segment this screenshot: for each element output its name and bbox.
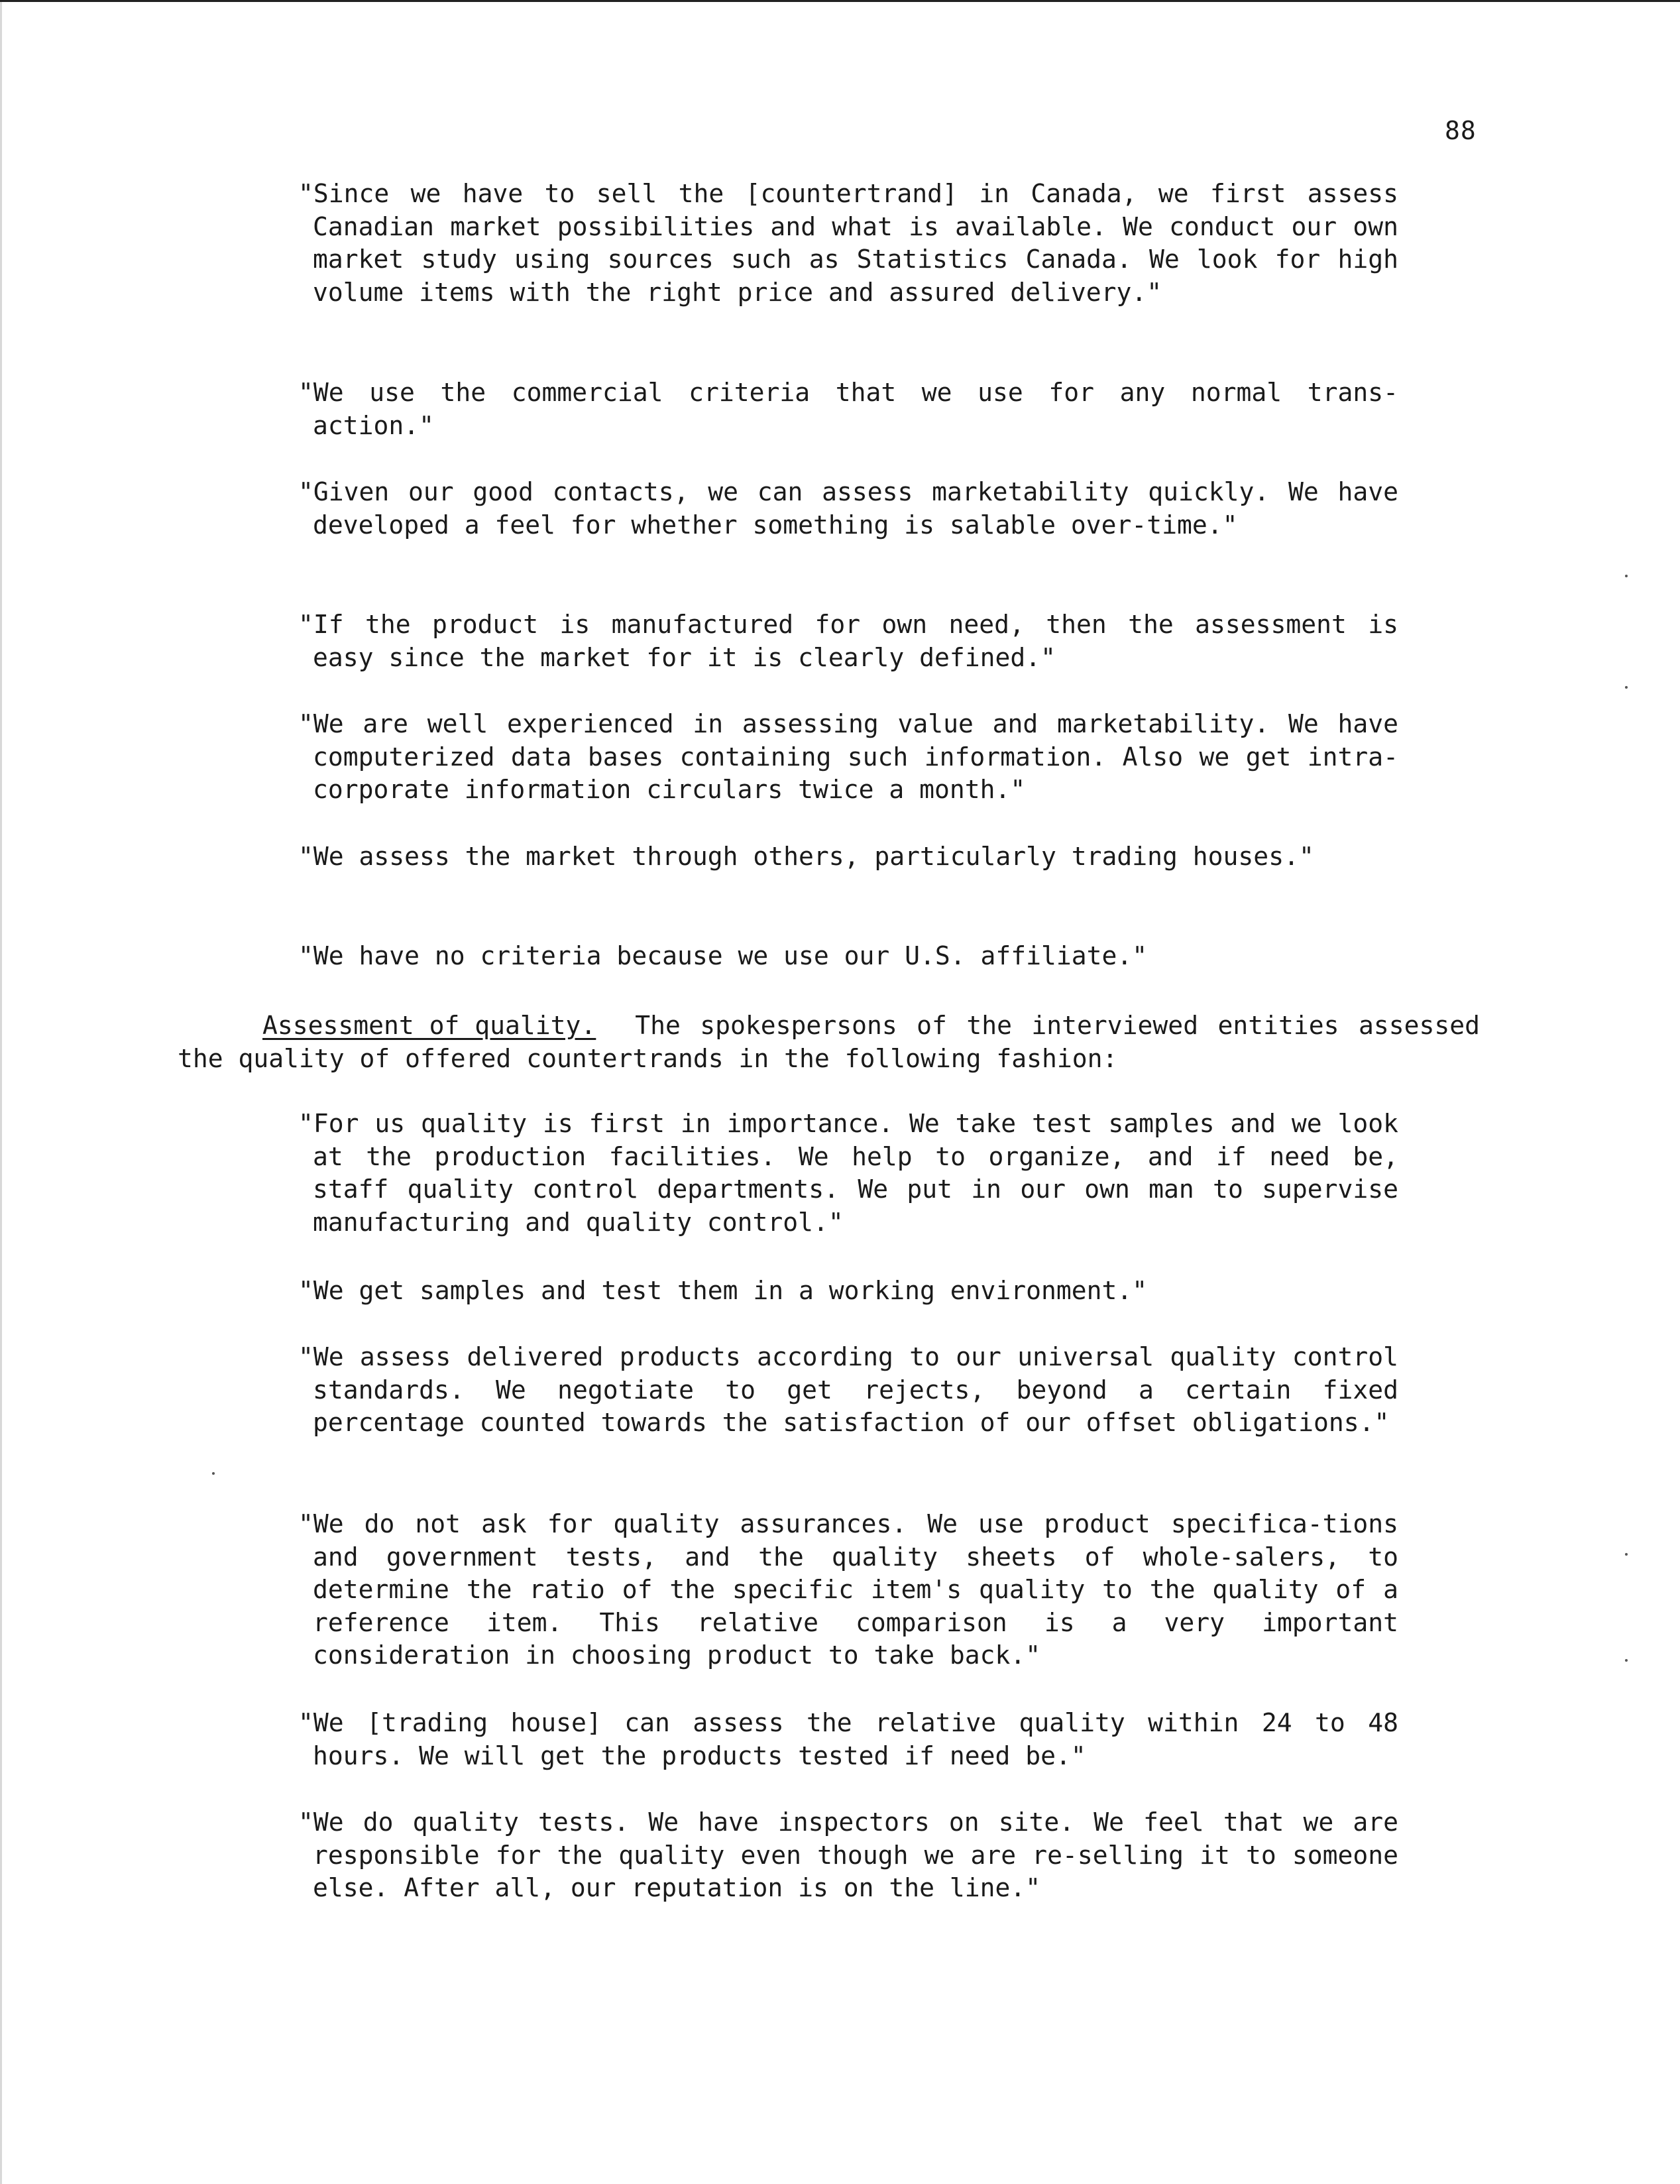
- quote-marketability-1: "Since we have to sell the [countertrand] in Canada, we first assess Canadian market possibilities and what is available. We conduct our own market study using sources such as Statistics Canada. We look for high volume items with the right price and assured delivery.": [298, 179, 1398, 307]
- quote-quality-6: "We do quality tests. We have inspectors on site. We feel that we are responsible for the quality even though we are re-selling it to someone else. After all, our reputation is on the line.": [298, 1808, 1398, 1902]
- scan-speck: [212, 1472, 215, 1475]
- scan-speck: [1625, 1553, 1628, 1556]
- scan-speck: [1625, 575, 1628, 577]
- section-heading-assessment-of-quality: Assessment of quality.: [262, 1011, 596, 1040]
- quote-marketability-5: "We are well experienced in assessing value and marketability. We have computerized data bases containing such information. Also we get intra-corporate information circulars twice a month.": [298, 709, 1398, 804]
- section-body-text: The spokespersons of the interviewed entities assessed the quality of offered countertrands in the following fashion:: [178, 1011, 1480, 1073]
- quote-marketability-6: "We assess the market through others, particularly trading houses.": [298, 842, 1314, 871]
- quote-quality-3: "We assess delivered products according to our universal quality control standards. We negotiate to get rejects, beyond a certain fixed percentage counted towards the satisfaction of our offset obligations.": [298, 1342, 1398, 1437]
- scan-speck: [1625, 686, 1628, 689]
- page-edge-shadow: [0, 2, 2, 2184]
- quote-marketability-3: "Given our good contacts, we can assess marketability quickly. We have developed a feel for whether something is salable over-time.": [298, 477, 1398, 540]
- section-paragraph-quality: [178, 1009, 1480, 1075]
- quote-quality-4: "We do not ask for quality assurances. We use product specifica-tions and government tests, and the quality sheets of whole-salers, to determine the ratio of the specific item's quality to the quality of a reference item. This relative comparison is a very important consideration in choosing product to take back.": [298, 1509, 1398, 1670]
- quote-quality-2: "We get samples and test them in a working environment.": [298, 1276, 1148, 1305]
- page-number: 88: [1445, 116, 1477, 145]
- quote-marketability-4: "If the product is manufactured for own need, then the assessment is easy since the market for it is clearly defined.": [298, 610, 1398, 672]
- quote-quality-5: "We [trading house] can assess the relative quality within 24 to 48 hours. We will get the products tested if need be.": [298, 1708, 1398, 1770]
- quote-marketability-7: "We have no criteria because we use our U.S. affiliate.": [298, 941, 1148, 970]
- quote-quality-1: "For us quality is first in importance. We take test samples and we look at the production facilities. We help to organize, and if need be, staff quality control departments. We put in our own man to supervise manufacturing and quality control.": [298, 1109, 1398, 1237]
- scan-speck: [1625, 1659, 1628, 1662]
- quote-marketability-2: "We use the commercial criteria that we use for any normal trans-action.": [298, 378, 1398, 440]
